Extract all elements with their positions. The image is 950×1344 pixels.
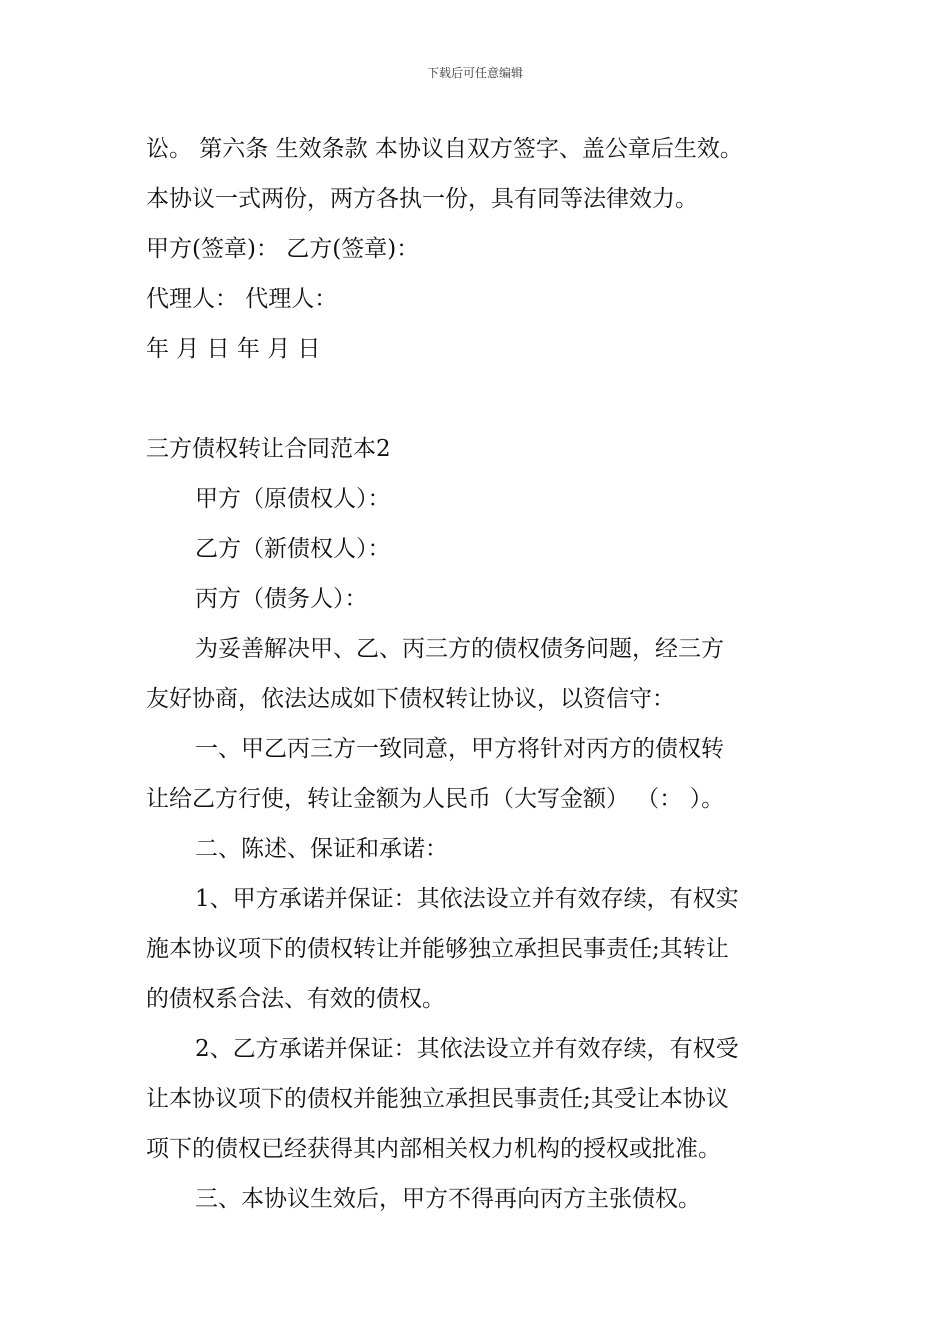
paragraph-line: 2、乙方承诺并保证：其依法设立并有效存续，有权受 xyxy=(195,1036,739,1062)
paragraph-line: 让给乙方行使，转让金额为人民币（大写金额） （： ）。 xyxy=(146,786,725,812)
paragraph-line: 本协议一式两份，两方各执一份，具有同等法律效力。 xyxy=(146,186,698,212)
paragraph-line: 为妥善解决甲、乙、丙三方的债权债务问题，经三方 xyxy=(195,636,724,662)
paragraph-line: 三、本协议生效后，甲方不得再向丙方主张债权。 xyxy=(195,1186,701,1212)
signature-line: 甲方(签章)： 乙方(签章)： xyxy=(146,236,420,262)
header-note: 下载后可任意编辑 xyxy=(426,66,523,80)
party-c-line: 丙方（债务人）： xyxy=(195,586,368,612)
agent-line: 代理人： 代理人： xyxy=(146,286,338,312)
paragraph-line: 一、甲乙丙三方一致同意，甲方将针对丙方的债权转 xyxy=(195,736,724,762)
party-a-line: 甲方（原债权人）： xyxy=(195,486,391,512)
paragraph-line: 项下的债权已经获得其内部相关权力机构的授权或批准。 xyxy=(146,1136,721,1162)
paragraph-line: 施本协议项下的债权转让并能够独立承担民事责任;其转让 xyxy=(146,936,729,962)
paragraph-line: 讼。 第六条 生效条款 本协议自双方签字、盖公章后生效。 xyxy=(146,136,743,162)
paragraph-line: 让本协议项下的债权并能独立承担民事责任;其受让本协议 xyxy=(146,1086,729,1112)
paragraph-line: 1、甲方承诺并保证：其依法设立并有效存续，有权实 xyxy=(195,886,739,912)
paragraph-line: 友好协商，依法达成如下债权转让协议，以资信守： xyxy=(146,686,675,712)
date-line: 年 月 日 年 月 日 xyxy=(146,336,321,362)
paragraph-line: 二、陈述、保证和承诺： xyxy=(195,836,448,862)
party-b-line: 乙方（新债权人）： xyxy=(195,536,391,562)
section-title: 三方债权转让合同范本2 xyxy=(146,436,391,462)
paragraph-line: 的债权系合法、有效的债权。 xyxy=(146,986,445,1012)
